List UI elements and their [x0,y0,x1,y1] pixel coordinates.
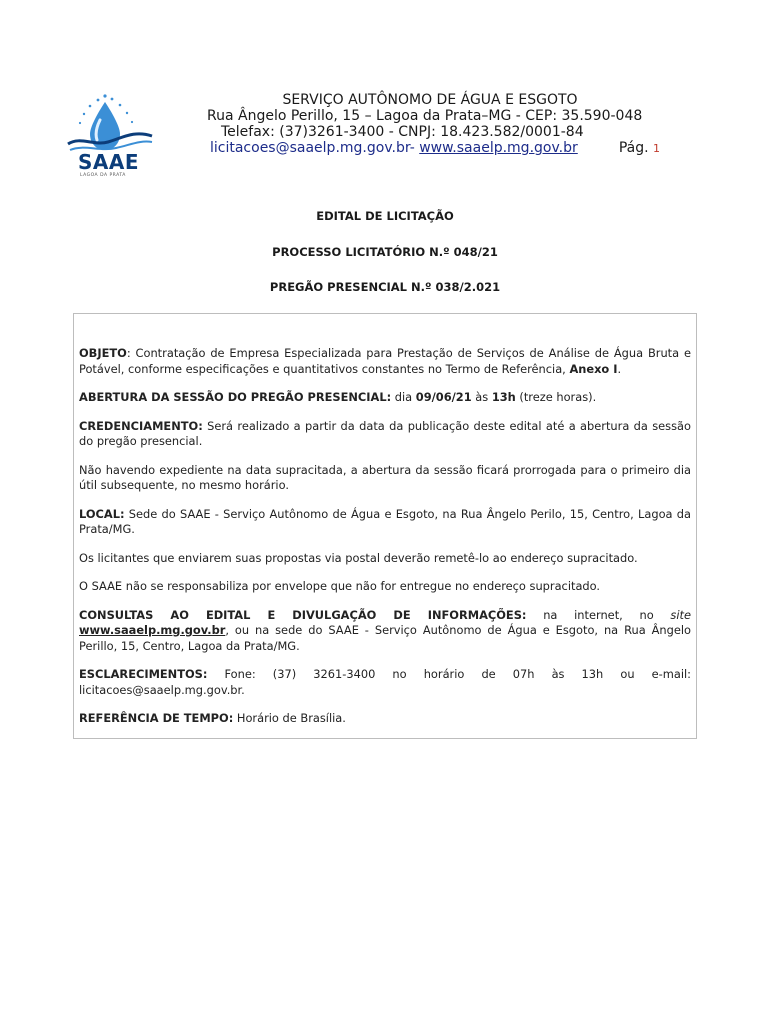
local-label: LOCAL: [79,506,125,521]
expediente-paragraph: Não havendo expediente na data supracitada, a abertura da sessão ficará prorrogada para o primeiro dia útil subsequente, no mesmo horário. [79,462,691,492]
site-word: site [670,607,691,622]
site-link[interactable]: www.saaelp.mg.gov.br [419,140,578,156]
responsabiliza-paragraph: O SAAE não se responsabiliza por envelope que não for entregue no endereço supracitado. [79,579,601,593]
referencia-text: Horário de Brasília. [233,711,346,725]
objeto-paragraph [79,346,691,377]
edital-title: EDITAL DE LICITAÇÃO [316,209,454,223]
abertura-paragraph [79,390,691,406]
anexo-ref: Anexo I [569,361,618,376]
local-text: Sede do SAAE - Serviço Autônomo de Água e Esgoto, na Rua Ângelo Perilo, 15, Centro, Lagoa da Prata/MG. [79,506,691,536]
postal-paragraph: Os licitantes que enviarem suas propostas via postal deverão remetê-lo ao endereço supracitado. [79,550,638,565]
address: Rua Ângelo Perillo, 15 – Lagoa da Prata–MG - CEP: 35.590-048 [207,108,643,124]
page-indicator [619,140,660,157]
abertura-time: 13h [491,390,516,404]
pregao-title: PREGÃO PRESENCIAL N.º 038/2.021 [269,280,501,294]
abertura-mid: às [471,390,492,404]
esclarecimentos-paragraph [79,667,691,698]
consultas-pre: na internet, no [526,607,671,622]
letterhead [190,92,670,156]
objeto-text: : Contratação de Empresa Especializada para Prestação de Serviços de Análise de Água Bruta e Potável, conforme especificações e quantitativos constantes no Termo de Referência, [79,346,691,376]
consultas-paragraph [79,608,691,655]
logo-text: SAAE [78,150,140,174]
esclarecimentos-label: ESCLARECIMENTOS: [79,667,208,681]
summary-content [79,346,691,740]
objeto-end: . [617,361,622,376]
org-name: SERVIÇO AUTÔNOMO DE ÁGUA E ESGOTO [282,92,578,108]
credenciamento-paragraph [79,419,691,450]
abertura-label: ABERTURA DA SESSÃO DO PREGÃO PRESENCIAL: [79,390,392,404]
processo-title: PROCESSO LICITATÓRIO N.º 048/21 [272,245,498,259]
referencia-paragraph [79,711,691,727]
consultas-label: CONSULTAS AO EDITAL E DIVULGAÇÃO DE INFORMAÇÕES: [79,607,527,622]
abertura-pre: dia [391,390,416,404]
esclarecimentos-text: Fone: (37) 3261-3400 no horário de 07h às 13h ou e-mail: licitacoes@saaelp.mg.gov.br. [79,667,691,697]
saae-logo [60,90,160,180]
abertura-end: (treze horas). [515,390,597,404]
local-paragraph [79,507,691,538]
referencia-label: REFERÊNCIA DE TEMPO: [79,711,234,725]
phone-cnpj: Telefax: (37)3261-3400 - CNPJ: 18.423.582/0001-84 [221,124,584,140]
credenciamento-text: Será realizado a partir da data da publicação deste edital até a abertura da sessão do pregão presencial. [79,418,691,448]
objeto-label: OBJETO [79,346,127,360]
consultas-text: , ou na sede do SAAE - Serviço Autônomo de Água e Esgoto, na Rua Ângelo Perillo, 15, Centro, Lagoa da Prata/MG. [79,623,691,653]
email-text: licitacoes@saaelp.mg.gov.br- [210,140,415,156]
logo-subtitle: LAGOA DA PRATA [80,173,126,178]
contact-line [190,140,670,156]
consultas-site-link[interactable]: www.saaelp.mg.gov.br [79,623,226,637]
page-number: 1 [653,142,660,155]
credenciamento-label: CREDENCIAMENTO: [79,418,203,433]
abertura-date: 09/06/21 [415,390,472,404]
page-label: Pág. [618,140,649,156]
